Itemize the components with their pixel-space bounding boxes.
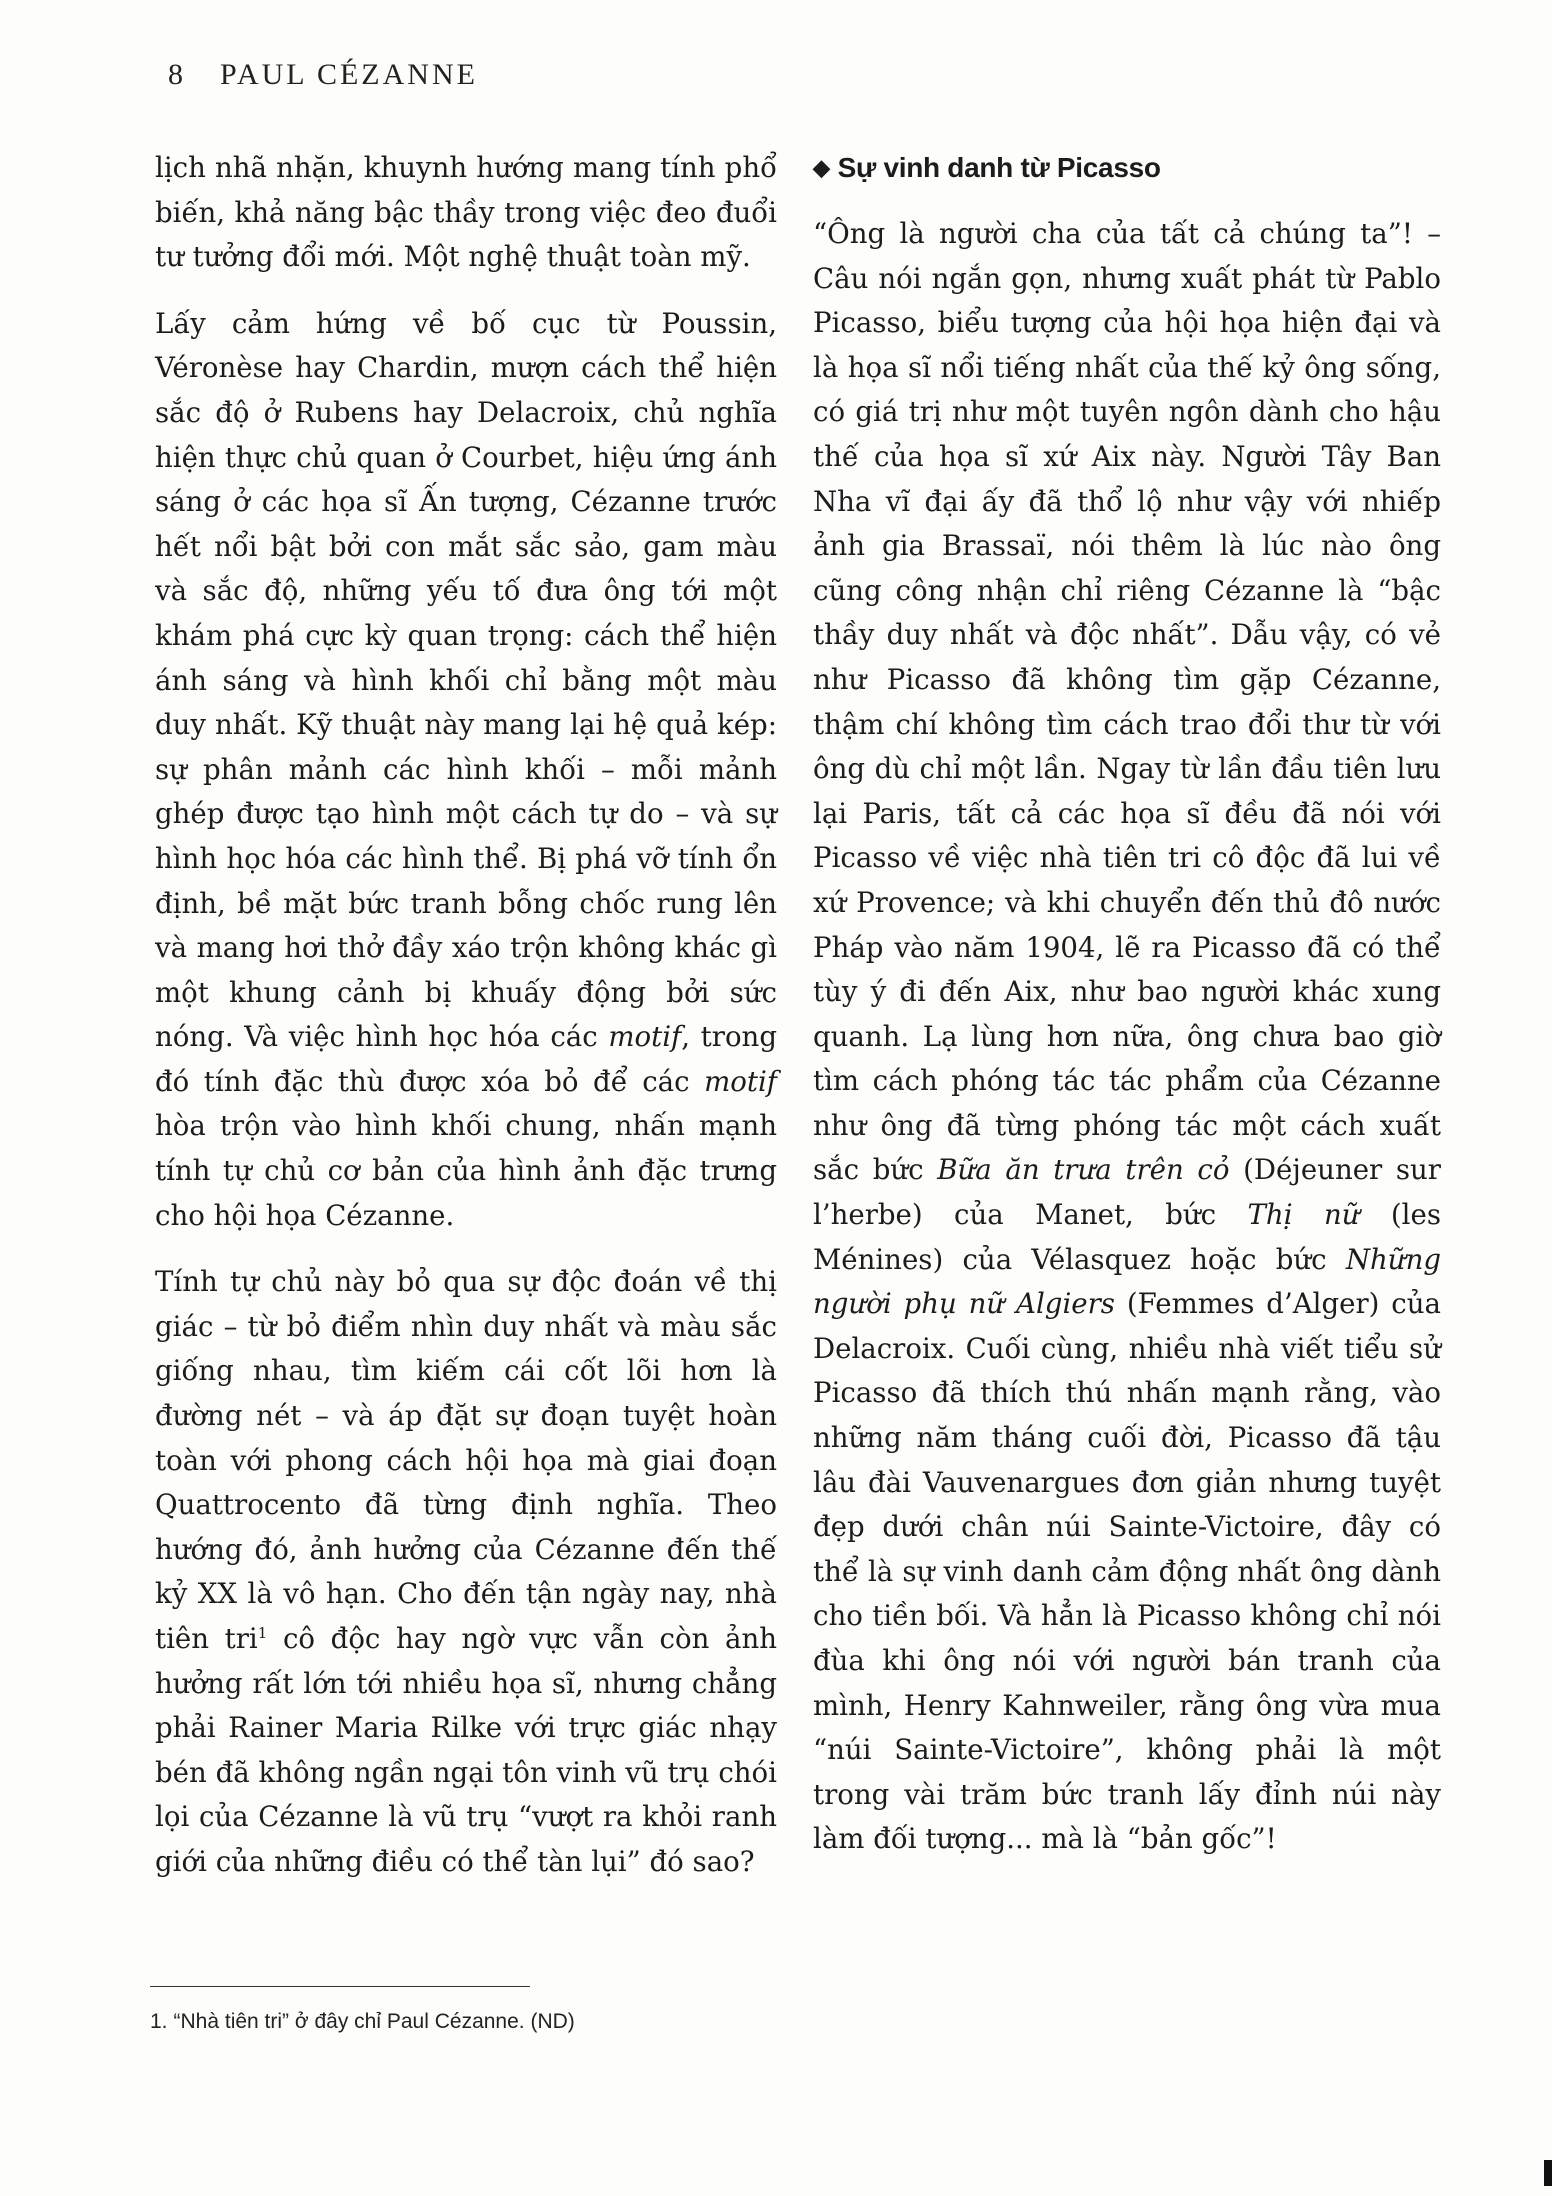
footnote — [150, 2010, 575, 2034]
footnote-divider — [150, 1986, 530, 1987]
paragraph-1: lịch nhã nhặn, khuynh hướng mang tính phổ biến, khả năng bậc thầy trong việc đeo đuổi tư tưởng đổi mới. Một nghệ thuật toàn mỹ. — [155, 151, 777, 274]
running-title: PAUL CÉZANNE — [220, 58, 478, 91]
section-heading-text: Sự vinh danh từ Picasso — [837, 152, 1161, 183]
artwork-title: Những người phụ nữ Algiers — [813, 1242, 1441, 1321]
paragraph-picasso-text-a: “Ông là người cha của tất cả chúng ta”! – Câu nói ngắn gọn, nhưng xuất phát từ Pablo Picasso, biểu tượng của hội họa hiện đại và là họa sĩ nổi tiếng nhất của thế kỷ ông sống, có giá trị như một tuyên ngôn dành cho hậu thế của họa sĩ xứ Aix này. Người Tây Ban Nha vĩ đại ấy đã thổ lộ như vậy với nhiếp ảnh gia Brassaï, nói thêm là lúc nào ông cũng công nhận chỉ riêng Cézanne là “bậc thầy duy nhất và độc nhất”. Dẫu vậy, có vẻ như Picasso đã không tìm gặp Cézanne, thậm chí không tìm cách trao đổi thư từ với ông dù chỉ một lần. Ngay từ lần đầu tiên lưu lại Paris, tất cả các họa sĩ đều đã nói với Picasso về việc nhà tiên tri cô độc đã lui về xứ Provence; và khi chuyển đến thủ đô nước Pháp vào năm 1904, lẽ ra Picasso đã có thể tùy ý đi đến Aix, như bao người khác xung quanh. Lạ lùng hơn nữa, ông chưa bao giờ tìm cách phóng tác tác phẩm của Cézanne như ông đã từng phóng tác một cách xuất sắc bức — [813, 217, 1441, 1187]
paragraph-picasso-text-b: (Déjeuner sur l’herbe) của Manet, bức — [813, 1153, 1441, 1232]
paragraph-2 — [155, 302, 777, 1238]
left-column — [155, 146, 777, 1907]
paragraph-3 — [155, 1260, 777, 1884]
paragraph-2-text-c: hòa trộn vào hình khối chung, nhấn mạnh tính tự chủ cơ bản của hình ảnh đặc trưng cho hội họa Cézanne. — [155, 1109, 777, 1232]
paragraph-picasso-text-d: (Femmes d’Alger) của Delacroix. Cuối cùng, nhiều nhà viết tiểu sử Picasso đã thích thú nhấn mạnh rằng, vào những năm tháng cuối đời, Picasso đã tậu lâu đài Vauvenargues đơn giản nhưng tuyệt đẹp dưới chân núi Sainte-Victoire, đây có thể là sự vinh danh cảm động nhất ông dành cho tiền bối. Và hẳn là Picasso không chỉ nói đùa khi ông nói với người bán tranh của mình, Henry Kahnweiler, rằng ông vừa mua “núi Sainte-Victoire”, không phải là một trong vài trăm bức tranh lấy đỉnh núi này làm đối tượng... mà là “bản gốc”! — [813, 1287, 1441, 1856]
paragraph-picasso-text-c: (les Ménines) của Vélasquez hoặc bức — [813, 1198, 1441, 1276]
paragraph-3-text-b: cô độc hay ngờ vực vẫn còn ảnh hưởng rất lớn tới nhiều họa sĩ, nhưng chẳng phải Rainer Maria Rilke với trực giác nhạy bén đã không ngần ngại tôn vinh vũ trụ chói lọi của Cézanne là vũ trụ “vượt ra khỏi ranh giới của những điều có thể tàn lụi” đó sao? — [155, 1622, 777, 1878]
footnote-number: 1. — [150, 2010, 168, 2033]
paragraph-picasso — [813, 212, 1441, 1862]
page-number: 8 — [168, 58, 186, 91]
paragraph-2-text-b: , trong đó tính đặc thù được xóa bỏ để các — [155, 1020, 777, 1098]
running-header — [168, 58, 478, 92]
artwork-title: Thị nữ — [1247, 1198, 1360, 1232]
right-column — [813, 146, 1441, 1884]
italic-motif: motif — [608, 1020, 682, 1054]
section-heading — [813, 146, 1441, 192]
paragraph-3-text-a: Tính tự chủ này bỏ qua sự độc đoán về thị giác – từ bỏ điểm nhìn duy nhất và màu sắc giống nhau, tìm kiếm cái cốt lõi hơn là đường nét – và áp đặt sự đoạn tuyệt hoàn toàn với phong cách hội họa mà giai đoạn Quattrocento đã từng định nghĩa. Theo hướng đó, ảnh hưởng của Cézanne đến thế kỷ XX là vô hạn. Cho đến tận ngày nay, nhà tiên tri — [155, 1265, 777, 1655]
footnote-reference[interactable]: 1 — [257, 1623, 268, 1642]
artwork-title: Bữa ăn trưa trên cỏ — [937, 1153, 1230, 1187]
paragraph-2-text-a: Lấy cảm hứng về bố cục từ Poussin, Véronèse hay Chardin, mượn cách thể hiện sắc độ ở Rubens hay Delacroix, chủ nghĩa hiện thực chủ quan ở Courbet, hiệu ứng ánh sáng ở các họa sĩ Ấn tượng, Cézanne trước hết nổi bật bởi con mắt sắc sảo, gam màu và sắc độ, những yếu tố đưa ông tới một khám phá cực kỳ quan trọng: cách thể hiện ánh sáng và hình khối chỉ bằng một màu duy nhất. Kỹ thuật này mang lại hệ quả kép: sự phân mảnh các hình khối – mỗi mảnh ghép được tạo hình một cách tự do – và sự hình học hóa các hình thể. Bị phá vỡ tính ổn định, bề mặt bức tranh bỗng chốc rung lên và mang hơi thở đầy xáo trộn không khác gì một khung cảnh bị khuấy động bởi sức nóng. Và việc hình học hóa các — [155, 306, 777, 1054]
italic-motif: motif — [704, 1064, 777, 1098]
diamond-bullet-icon: ◆ — [813, 155, 830, 180]
footnote-text: “Nhà tiên tri” ở đây chỉ Paul Cézanne. (ND) — [173, 2010, 575, 2033]
page-edge-mark — [1544, 2160, 1552, 2186]
